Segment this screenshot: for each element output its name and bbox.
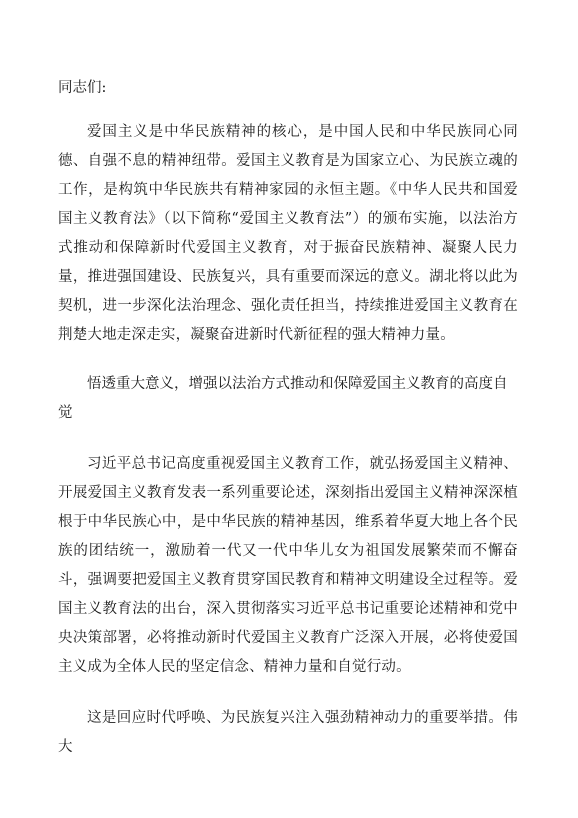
paragraph-intro: 爱国主义是中华民族精神的核心，是中国人民和中华民族同心同德、自强不息的精神纽带。爱国主义教育是为国家立心、为民族立魂的工作，是构筑中华民族共有精神家园的永恒主题。《中华人民共和国爱国主义教育法》（以下简称“爱国主义教育法”）的颁布实施，以法治方式推动和保障新时代爱国主义教育，对于振奋民族精神、凝聚人民力量，推进强国建设、民族复兴，具有重要而深远的意义。湖北将以此为契机，进一步深化法治理念、强化责任担当，持续推进爱国主义教育在荆楚大地走深走实，凝聚奋进新时代新征程的强大精神力量。 <box>58 124 518 343</box>
paragraph-body: 习近平总书记高度重视爱国主义教育工作，就弘扬爱国主义精神、开展爱国主义教育发表一系列重要论述，深刻指出爱国主义精神深深植根于中华民族心中，是中华民族的精神基因，维系着华夏大地上各个民族的团结统一，激励着一代又一代中华儿女为祖国发展繁荣而不懈奋斗，强调要把爱国主义教育贯穿国民教育和精神文明建设全过程等。爱国主义教育法的出台，深入贯彻落实习近平总书记重要论述精神和党中央决策部署，必将推动新时代爱国主义教育广泛深入开展，必将使爱国主义成为全体人民的坚定信念、精神力量和自觉行动。 <box>58 456 518 675</box>
section-heading: 悟透重大意义，增强以法治方式推动和保障爱国主义教育的高度自觉 <box>58 376 508 421</box>
paragraph-continued: 这是回应时代呼唤、为民族复兴注入强劲精神动力的重要举措。伟大 <box>58 710 518 755</box>
salutation: 同志们: <box>58 80 107 96</box>
